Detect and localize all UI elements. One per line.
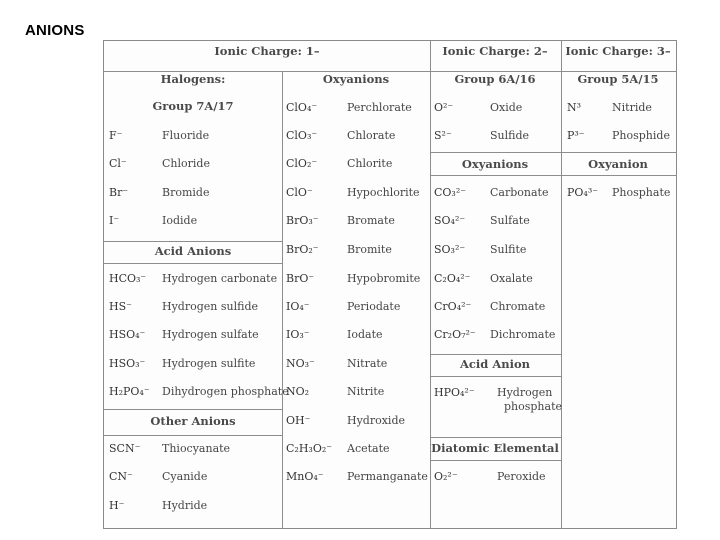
oxyanion2-formula: CrO₄²⁻: [434, 300, 472, 313]
oxyanion-formula: ClO⁻: [286, 186, 313, 199]
oxyanion-name: Bromate: [347, 214, 395, 227]
header-other-anions: Other Anions: [150, 414, 236, 428]
oxyanion3-name: Phosphate: [612, 186, 671, 199]
other-anions-rule-top: [104, 409, 282, 410]
oxyanion-name: Bromite: [347, 243, 392, 256]
oxyanion-name: Acetate: [347, 442, 390, 455]
diatomic-name: Peroxide: [497, 470, 546, 483]
other-anion-formula: SCN⁻: [109, 442, 141, 455]
oxyanion-formula: ClO₂⁻: [286, 157, 318, 170]
acid-anion-formula: HSO₄⁻: [109, 328, 146, 341]
acid-anion2-name-line1: Hydrogen: [497, 386, 553, 399]
group5a-formula: P³⁻: [567, 129, 585, 142]
oxyanion-name: Chlorite: [347, 157, 393, 170]
halogen-formula: I⁻: [109, 214, 120, 227]
header-acid-anions: Acid Anions: [154, 244, 232, 258]
halogen-name: Fluoride: [162, 129, 210, 142]
header-oxyanion-3: Oxyanion: [588, 157, 648, 171]
oxyanion3-formula: PO₄³⁻: [567, 186, 599, 199]
halogen-name: Chloride: [162, 157, 210, 170]
header-diatomic: Diatomic Elemental: [431, 441, 559, 455]
group6a-formula: S²⁻: [434, 129, 452, 142]
oxyanion2-formula: CO₃²⁻: [434, 186, 467, 199]
other-anion-name: Cyanide: [162, 470, 208, 483]
group6a-rule-bottom: [430, 175, 561, 176]
oxyanion-formula: ClO₄⁻: [286, 101, 318, 114]
halogen-formula: F⁻: [109, 129, 123, 142]
halogen-formula: Br⁻: [109, 186, 129, 199]
oxyanion2-formula: SO₃²⁻: [434, 243, 466, 256]
header-charge-1: Ionic Charge: 1–: [214, 44, 320, 58]
diatomic-rule-bottom: [430, 460, 561, 461]
acid-anions-rule-top: [104, 241, 282, 242]
other-anion-name: Hydride: [162, 499, 208, 512]
oxyanion-formula: BrO₂⁻: [286, 243, 319, 256]
oxyanion-name: Hydroxide: [347, 414, 406, 427]
oxyanion2-formula: SO₄²⁻: [434, 214, 466, 227]
oxyanion2-name: Dichromate: [490, 328, 556, 341]
oxyanion-formula: ClO₃⁻: [286, 129, 318, 142]
acid-anion-name: Hydrogen sulfite: [162, 357, 256, 370]
acid-anion-formula: HCO₃⁻: [109, 272, 147, 285]
oxyanion-name: Nitrite: [347, 385, 385, 398]
group5a-name: Nitride: [612, 101, 652, 114]
group5a-formula: N³: [567, 101, 582, 114]
oxyanion-formula: NO₃⁻: [286, 357, 315, 370]
acid-anion-name: Hydrogen carbonate: [162, 272, 278, 285]
header-oxyanions-1: Oxyanions: [322, 72, 390, 86]
group5a-rule-top: [561, 152, 676, 153]
group6a-name: Oxide: [490, 101, 523, 114]
header-charge-3: Ionic Charge: 3–: [565, 44, 671, 58]
other-anion-formula: CN⁻: [109, 470, 133, 483]
acid-anions-rule-bottom: [104, 263, 282, 264]
acid-anion-name: Dihydrogen phosphate: [162, 385, 289, 398]
diatomic-formula: O₂²⁻: [434, 470, 458, 483]
acid-anion-formula: H₂PO₄⁻: [109, 385, 150, 398]
group5a-name: Phosphide: [612, 129, 670, 142]
oxyanion2-name: Sulfate: [490, 214, 530, 227]
acid-anion-rule-bottom: [430, 376, 561, 377]
oxyanion-name: Hypochlorite: [347, 186, 420, 199]
header-group6a: Group 6A/16: [454, 72, 536, 86]
acid-anion2-name-line2: phosphate: [504, 400, 563, 413]
oxyanion-formula: IO₃⁻: [286, 328, 310, 341]
oxyanion2-name: Sulfite: [490, 243, 527, 256]
oxyanion-formula: BrO⁻: [286, 272, 315, 285]
group6a-formula: O²⁻: [434, 101, 454, 114]
acid-anion-name: Hydrogen sulfate: [162, 328, 259, 341]
other-anions-rule-bottom: [104, 435, 282, 436]
halogen-formula: Cl⁻: [109, 157, 127, 170]
oxyanion-name: Permanganate: [347, 470, 428, 483]
oxyanion-name: Hypobromite: [347, 272, 421, 285]
acid-anion-formula: HS⁻: [109, 300, 132, 313]
oxyanion-formula: NO₂: [286, 385, 310, 398]
other-anion-name: Thiocyanate: [162, 442, 231, 455]
oxyanion-formula: MnO₄⁻: [286, 470, 324, 483]
slide-title: ANIONS: [25, 22, 85, 39]
acid-anion-name: Hydrogen sulfide: [162, 300, 258, 313]
oxyanion-name: Perchlorate: [347, 101, 412, 114]
oxyanion-formula: OH⁻: [286, 414, 311, 427]
diatomic-rule-top: [430, 437, 561, 438]
oxyanion-formula: IO₄⁻: [286, 300, 310, 313]
other-anion-formula: H⁻: [109, 499, 125, 512]
group6a-rule-top: [430, 152, 561, 153]
oxyanion-formula: BrO₃⁻: [286, 214, 319, 227]
header-oxyanions-2: Oxyanions: [461, 157, 529, 171]
group5a-rule-bottom: [561, 175, 676, 176]
oxyanion2-formula: Cr₂O₇²⁻: [434, 328, 476, 341]
header-charge-2: Ionic Charge: 2–: [442, 44, 548, 58]
oxyanion2-name: Chromate: [490, 300, 546, 313]
col-divider-halogen: [282, 71, 283, 528]
acid-anion-formula: HSO₃⁻: [109, 357, 146, 370]
oxyanion-name: Periodate: [347, 300, 401, 313]
oxyanion-name: Nitrate: [347, 357, 388, 370]
acid-anion-rule-top: [430, 354, 561, 355]
header-group7a: Group 7A/17: [152, 99, 234, 113]
header-acid-anion: Acid Anion: [459, 357, 531, 371]
header-group5a: Group 5A/15: [577, 72, 659, 86]
oxyanion-name: Iodate: [347, 328, 383, 341]
oxyanion-formula: C₂H₃O₂⁻: [286, 442, 333, 455]
oxyanion2-name: Carbonate: [490, 186, 549, 199]
group6a-name: Sulfide: [490, 129, 530, 142]
oxyanion2-formula: C₂O₄²⁻: [434, 272, 471, 285]
oxyanion2-name: Oxalate: [490, 272, 533, 285]
halogen-name: Bromide: [162, 186, 210, 199]
halogen-name: Iodide: [162, 214, 198, 227]
col-divider-2: [561, 41, 562, 528]
acid-anion2-formula: HPO₄²⁻: [434, 386, 475, 399]
anions-table: [103, 40, 677, 529]
oxyanion-name: Chlorate: [347, 129, 396, 142]
header-halogens: Halogens:: [160, 72, 226, 86]
